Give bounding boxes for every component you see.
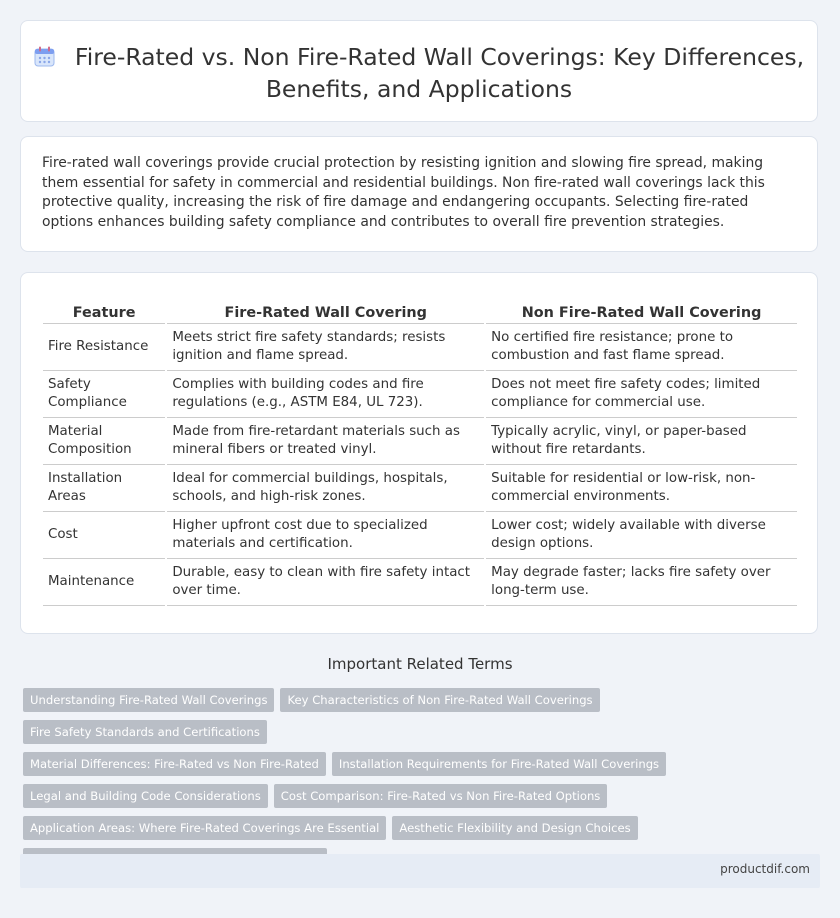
table-header-row (43, 295, 797, 324)
feature-cell: Maintenance (43, 559, 165, 606)
page-title (21, 41, 817, 105)
intro-card (20, 136, 818, 252)
non-fire-rated-cell: Does not meet fire safety codes; limited compliance for commercial use. (486, 371, 797, 418)
fire-rated-cell: Made from fire-retardant materials such as mineral fibers or treated vinyl. (167, 418, 484, 465)
related-terms-title: Important Related Terms (327, 655, 513, 673)
related-tag[interactable]: Material Differences: Fire-Rated vs Non Fire-Rated (23, 752, 326, 776)
feature-cell: Material Composition (43, 418, 165, 465)
feature-cell: Fire Resistance (43, 324, 165, 371)
non-fire-rated-cell: May degrade faster; lacks fire safety over long-term use. (486, 559, 797, 606)
calendar-icon (34, 43, 55, 64)
table-row (43, 324, 797, 371)
non-fire-rated-cell: Lower cost; widely available with diverse design options. (486, 512, 797, 559)
related-tag[interactable]: Legal and Building Code Considerations (23, 784, 268, 808)
comparison-table (41, 295, 799, 606)
feature-cell: Cost (43, 512, 165, 559)
header-non-fire-rated: Non Fire-Rated Wall Covering (486, 295, 797, 324)
title-line-1: Fire-Rated vs. Non Fire-Rated Wall Coverings: Key Differences, (74, 43, 805, 71)
non-fire-rated-cell: Typically acrylic, vinyl, or paper-based without fire retardants. (486, 418, 797, 465)
related-tag[interactable]: Key Characteristics of Non Fire-Rated Wall Coverings (280, 688, 599, 712)
table-row (43, 418, 797, 465)
related-tag[interactable]: Fire Safety Standards and Certifications (23, 720, 267, 744)
table-row (43, 371, 797, 418)
footer (20, 854, 820, 888)
related-tag[interactable]: Cost Comparison: Fire-Rated vs Non Fire-Rated Options (274, 784, 608, 808)
related-tag[interactable]: Aesthetic Flexibility and Design Choices (392, 816, 637, 840)
feature-cell: Installation Areas (43, 465, 165, 512)
header-feature: Feature (43, 295, 165, 324)
table-row (43, 465, 797, 512)
intro-paragraph: Fire-rated wall coverings provide crucial protection by resisting ignition and slowing fire spread, making them essential for safety in commercial and residential buildings. Non fire-rated wall coverings lack this protective quality, increasing the risk of fire damage and endangering occupants. Selecting fire-rated options enhances building safety compliance and contributes to overall fire prevention strategies. (42, 155, 765, 230)
footer-site-link[interactable]: productdif.com (720, 862, 810, 876)
fire-rated-cell: Durable, easy to clean with fire safety intact over time. (167, 559, 484, 606)
fire-rated-cell: Ideal for commercial buildings, hospitals, schools, and high-risk zones. (167, 465, 484, 512)
related-tag[interactable]: Understanding Fire-Rated Wall Coverings (23, 688, 274, 712)
non-fire-rated-cell: Suitable for residential or low-risk, non-commercial environments. (486, 465, 797, 512)
related-terms-tags (23, 688, 813, 880)
title-line-2: Benefits, and Applications (265, 75, 573, 103)
related-tag[interactable]: Application Areas: Where Fire-Rated Coverings Are Essential (23, 816, 386, 840)
table-row (43, 559, 797, 606)
fire-rated-cell: Meets strict fire safety standards; resists ignition and flame spread. (167, 324, 484, 371)
header-card (20, 20, 818, 122)
non-fire-rated-cell: No certified fire resistance; prone to combustion and fast flame spread. (486, 324, 797, 371)
feature-cell: Safety Compliance (43, 371, 165, 418)
table-row (43, 512, 797, 559)
fire-rated-cell: Higher upfront cost due to specialized materials and certification. (167, 512, 484, 559)
header-fire-rated: Fire-Rated Wall Covering (167, 295, 484, 324)
comparison-card (20, 272, 818, 634)
fire-rated-cell: Complies with building codes and fire regulations (e.g., ASTM E84, UL 723). (167, 371, 484, 418)
related-tag[interactable]: Installation Requirements for Fire-Rated Wall Coverings (332, 752, 666, 776)
